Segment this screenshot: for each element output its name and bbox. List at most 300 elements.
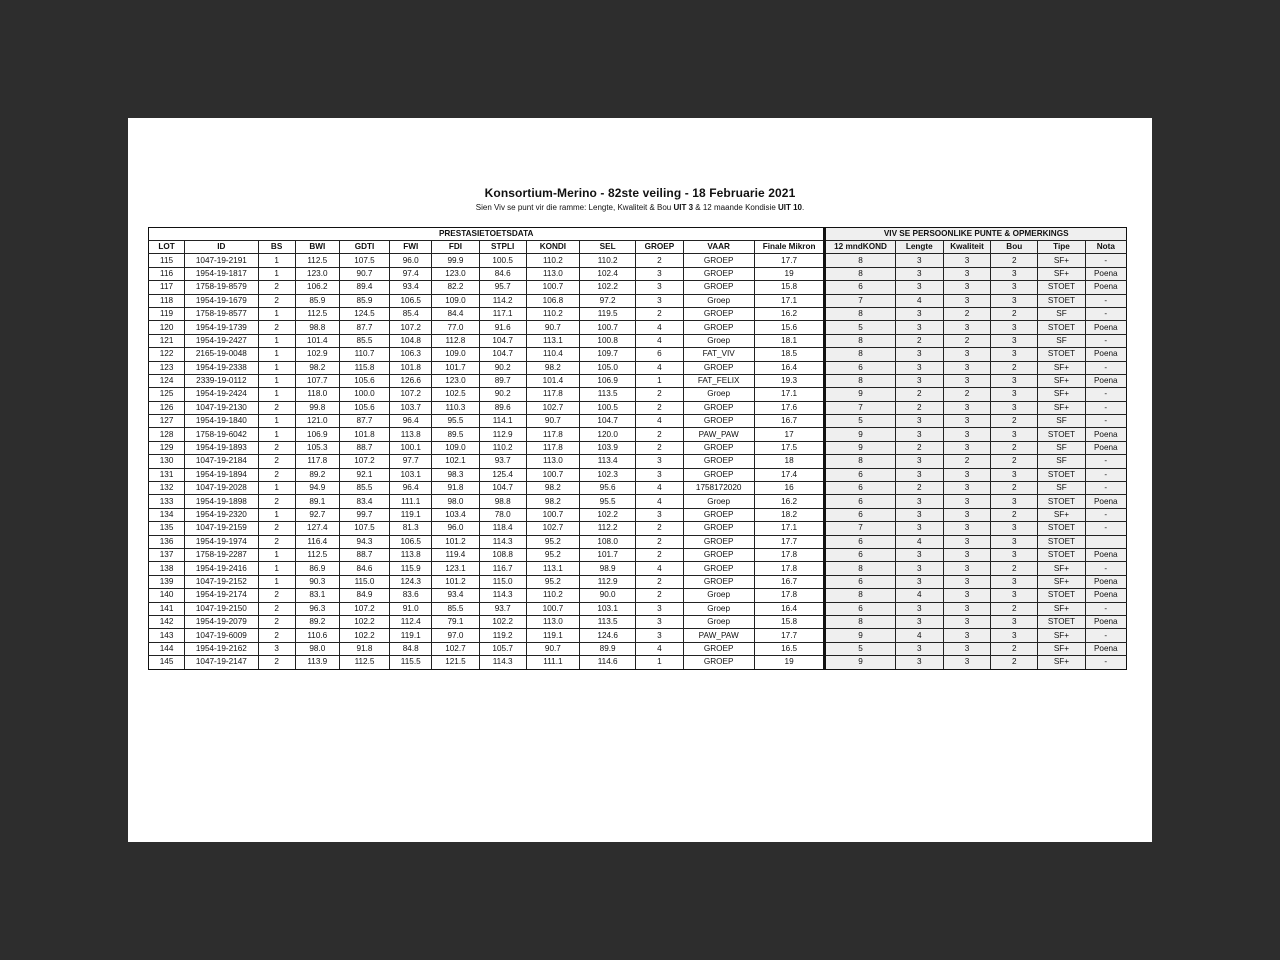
cell-gdti: 105.6 <box>339 401 389 414</box>
cell-fdi: 112.8 <box>432 334 479 347</box>
cell-fwi: 115.9 <box>390 562 432 575</box>
cell-tipe: SF+ <box>1038 629 1085 642</box>
cell-12mnd-kond: 6 <box>825 361 895 374</box>
cell-fwi: 96.4 <box>390 482 432 495</box>
cell-sel: 102.2 <box>580 281 636 294</box>
cell-fwi: 97.7 <box>390 455 432 468</box>
cell-finale-mikron: 17.1 <box>754 294 825 307</box>
column-header-bwi: BWI <box>295 241 339 254</box>
cell-fwi: 103.7 <box>390 401 432 414</box>
cell-lot: 115 <box>149 254 185 267</box>
cell-kwaliteit: 3 <box>943 548 990 561</box>
cell-finale-mikron: 18 <box>754 455 825 468</box>
cell-bou: 2 <box>991 254 1038 267</box>
cell-sel: 106.9 <box>580 374 636 387</box>
cell-finale-mikron: 17.8 <box>754 548 825 561</box>
document-title: Konsortium-Merino - 82ste veiling - 18 Februarie 2021 <box>484 186 796 200</box>
cell-vaar: Groep <box>683 294 754 307</box>
cell-gdti: 94.3 <box>339 535 389 548</box>
column-header-tipe: Tipe <box>1038 241 1085 254</box>
cell-nota: - <box>1085 388 1126 401</box>
cell-12mnd-kond: 8 <box>825 254 895 267</box>
cell-kondi: 98.2 <box>526 482 579 495</box>
cell-kwaliteit: 2 <box>943 307 990 320</box>
cell-bs: 1 <box>258 548 295 561</box>
cell-kondi: 113.0 <box>526 455 579 468</box>
cell-bou: 3 <box>991 348 1038 361</box>
cell-fwi: 126.6 <box>390 374 432 387</box>
cell-bs: 2 <box>258 468 295 481</box>
cell-bs: 1 <box>258 482 295 495</box>
cell-groep: 6 <box>636 348 683 361</box>
cell-kwaliteit: 3 <box>943 415 990 428</box>
cell-kondi: 117.8 <box>526 428 579 441</box>
cell-lot: 136 <box>149 535 185 548</box>
cell-stpli: 90.2 <box>479 361 526 374</box>
cell-bs: 1 <box>258 374 295 387</box>
cell-12mnd-kond: 6 <box>825 535 895 548</box>
cell-gdti: 87.7 <box>339 321 389 334</box>
cell-bs: 2 <box>258 294 295 307</box>
cell-id: 1954-19-2416 <box>185 562 258 575</box>
cell-id: 1047-19-2147 <box>185 656 258 669</box>
cell-id: 1047-19-2152 <box>185 575 258 588</box>
cell-bs: 3 <box>258 642 295 655</box>
cell-id: 1758-19-2287 <box>185 548 258 561</box>
cell-bs: 1 <box>258 388 295 401</box>
cell-12mnd-kond: 8 <box>825 307 895 320</box>
cell-vaar: GROEP <box>683 508 754 521</box>
cell-nota: Poena <box>1085 441 1126 454</box>
cell-kondi: 110.2 <box>526 254 579 267</box>
cell-bou: 3 <box>991 281 1038 294</box>
cell-fdi: 98.3 <box>432 468 479 481</box>
cell-groep: 2 <box>636 441 683 454</box>
cell-id: 1758-19-8577 <box>185 307 258 320</box>
cell-nota: Poena <box>1085 615 1126 628</box>
cell-gdti: 85.5 <box>339 482 389 495</box>
cell-kondi: 117.8 <box>526 441 579 454</box>
cell-lengte: 3 <box>895 562 943 575</box>
cell-kwaliteit: 3 <box>943 348 990 361</box>
cell-12mnd-kond: 9 <box>825 656 895 669</box>
cell-bwi: 98.8 <box>295 321 339 334</box>
cell-12mnd-kond: 9 <box>825 441 895 454</box>
cell-groep: 4 <box>636 562 683 575</box>
table-row <box>149 455 1127 468</box>
column-header-lot: LOT <box>149 241 185 254</box>
cell-bou: 3 <box>991 267 1038 280</box>
cell-sel: 97.2 <box>580 294 636 307</box>
cell-sel: 104.7 <box>580 415 636 428</box>
cell-groep: 4 <box>636 482 683 495</box>
cell-12mnd-kond: 9 <box>825 428 895 441</box>
cell-bs: 2 <box>258 522 295 535</box>
cell-gdti: 84.9 <box>339 589 389 602</box>
cell-kwaliteit: 3 <box>943 468 990 481</box>
cell-groep: 3 <box>636 629 683 642</box>
cell-fwi: 93.4 <box>390 281 432 294</box>
table-row <box>149 562 1127 575</box>
cell-lot: 144 <box>149 642 185 655</box>
cell-kondi: 100.7 <box>526 602 579 615</box>
cell-bou: 2 <box>991 562 1038 575</box>
cell-vaar: Groep <box>683 589 754 602</box>
cell-lot: 142 <box>149 615 185 628</box>
cell-lengte: 4 <box>895 589 943 602</box>
cell-gdti: 92.1 <box>339 468 389 481</box>
table-row <box>149 348 1127 361</box>
cell-sel: 108.0 <box>580 535 636 548</box>
cell-id: 1047-19-2191 <box>185 254 258 267</box>
cell-lot: 117 <box>149 281 185 294</box>
cell-bs: 1 <box>258 508 295 521</box>
cell-kwaliteit: 3 <box>943 428 990 441</box>
cell-kwaliteit: 3 <box>943 281 990 294</box>
cell-nota: - <box>1085 334 1126 347</box>
column-header-stpli: STPLI <box>479 241 526 254</box>
cell-fwi: 119.1 <box>390 629 432 642</box>
column-header-vaar: VAAR <box>683 241 754 254</box>
cell-bs: 1 <box>258 415 295 428</box>
table-row <box>149 575 1127 588</box>
cell-lot: 118 <box>149 294 185 307</box>
cell-lot: 125 <box>149 388 185 401</box>
cell-fdi: 102.7 <box>432 642 479 655</box>
cell-bou: 3 <box>991 575 1038 588</box>
cell-tipe: SF+ <box>1038 361 1085 374</box>
table-row <box>149 535 1127 548</box>
cell-fwi: 101.8 <box>390 361 432 374</box>
cell-stpli: 95.7 <box>479 281 526 294</box>
cell-gdti: 102.2 <box>339 629 389 642</box>
cell-id: 1954-19-2338 <box>185 361 258 374</box>
cell-lot: 120 <box>149 321 185 334</box>
cell-finale-mikron: 16.4 <box>754 602 825 615</box>
cell-vaar: GROEP <box>683 656 754 669</box>
cell-fdi: 91.8 <box>432 482 479 495</box>
cell-kondi: 102.7 <box>526 522 579 535</box>
cell-kwaliteit: 3 <box>943 642 990 655</box>
cell-vaar: GROEP <box>683 361 754 374</box>
cell-lot: 145 <box>149 656 185 669</box>
cell-finale-mikron: 17.1 <box>754 522 825 535</box>
cell-bwi: 112.5 <box>295 548 339 561</box>
cell-id: 1954-19-1893 <box>185 441 258 454</box>
table-row <box>149 388 1127 401</box>
table-row <box>149 615 1127 628</box>
cell-id: 1954-19-2320 <box>185 508 258 521</box>
cell-fdi: 85.5 <box>432 602 479 615</box>
cell-sel: 120.0 <box>580 428 636 441</box>
cell-gdti: 83.4 <box>339 495 389 508</box>
cell-bou: 2 <box>991 508 1038 521</box>
cell-lengte: 2 <box>895 334 943 347</box>
cell-groep: 2 <box>636 535 683 548</box>
cell-kwaliteit: 3 <box>943 482 990 495</box>
cell-bwi: 99.8 <box>295 401 339 414</box>
cell-gdti: 107.2 <box>339 455 389 468</box>
cell-bou: 3 <box>991 535 1038 548</box>
column-header-finale-mikron: Finale Mikron <box>754 241 825 254</box>
cell-vaar: Groep <box>683 388 754 401</box>
cell-nota: - <box>1085 482 1126 495</box>
cell-lot: 143 <box>149 629 185 642</box>
cell-lot: 131 <box>149 468 185 481</box>
cell-stpli: 108.8 <box>479 548 526 561</box>
column-header-bs: BS <box>258 241 295 254</box>
cell-kondi: 102.7 <box>526 401 579 414</box>
cell-tipe: SF+ <box>1038 374 1085 387</box>
cell-finale-mikron: 16 <box>754 482 825 495</box>
cell-bwi: 86.9 <box>295 562 339 575</box>
cell-nota: Poena <box>1085 267 1126 280</box>
cell-nota: Poena <box>1085 589 1126 602</box>
cell-id: 1758-19-8579 <box>185 281 258 294</box>
cell-sel: 124.6 <box>580 629 636 642</box>
cell-kondi: 95.2 <box>526 575 579 588</box>
cell-vaar: GROEP <box>683 642 754 655</box>
cell-nota: - <box>1085 401 1126 414</box>
cell-fwi: 85.4 <box>390 307 432 320</box>
table-row <box>149 267 1127 280</box>
cell-kondi: 90.7 <box>526 642 579 655</box>
column-header-kondi: KONDI <box>526 241 579 254</box>
auction-table <box>148 227 1127 670</box>
cell-bwi: 116.4 <box>295 535 339 548</box>
cell-finale-mikron: 17.4 <box>754 468 825 481</box>
cell-bs: 2 <box>258 441 295 454</box>
cell-stpli: 91.6 <box>479 321 526 334</box>
cell-groep: 4 <box>636 321 683 334</box>
cell-groep: 3 <box>636 508 683 521</box>
cell-kwaliteit: 3 <box>943 656 990 669</box>
cell-lot: 127 <box>149 415 185 428</box>
cell-nota: Poena <box>1085 495 1126 508</box>
cell-fwi: 84.8 <box>390 642 432 655</box>
cell-kwaliteit: 3 <box>943 254 990 267</box>
cell-tipe: SF <box>1038 482 1085 495</box>
cell-nota: - <box>1085 415 1126 428</box>
cell-bs: 2 <box>258 455 295 468</box>
subtitle-bold-2: UIT 10 <box>778 203 803 212</box>
cell-lengte: 3 <box>895 428 943 441</box>
cell-12mnd-kond: 6 <box>825 602 895 615</box>
cell-bou: 3 <box>991 294 1038 307</box>
cell-12mnd-kond: 5 <box>825 415 895 428</box>
cell-fdi: 109.0 <box>432 294 479 307</box>
cell-kwaliteit: 3 <box>943 361 990 374</box>
cell-vaar: GROEP <box>683 575 754 588</box>
cell-tipe: SF+ <box>1038 401 1085 414</box>
cell-id: 1954-19-2427 <box>185 334 258 347</box>
cell-bwi: 107.7 <box>295 374 339 387</box>
cell-lot: 137 <box>149 548 185 561</box>
cell-lengte: 3 <box>895 455 943 468</box>
cell-12mnd-kond: 6 <box>825 281 895 294</box>
cell-12mnd-kond: 7 <box>825 401 895 414</box>
cell-bs: 2 <box>258 615 295 628</box>
cell-lengte: 3 <box>895 522 943 535</box>
cell-12mnd-kond: 8 <box>825 267 895 280</box>
cell-gdti: 115.0 <box>339 575 389 588</box>
cell-groep: 2 <box>636 254 683 267</box>
cell-bs: 1 <box>258 334 295 347</box>
cell-bs: 2 <box>258 656 295 669</box>
cell-fdi: 89.5 <box>432 428 479 441</box>
cell-fdi: 109.0 <box>432 441 479 454</box>
cell-12mnd-kond: 9 <box>825 388 895 401</box>
cell-vaar: GROEP <box>683 455 754 468</box>
table-row <box>149 602 1127 615</box>
cell-lot: 132 <box>149 482 185 495</box>
cell-bou: 3 <box>991 615 1038 628</box>
cell-bwi: 89.1 <box>295 495 339 508</box>
cell-bou: 3 <box>991 522 1038 535</box>
cell-stpli: 100.5 <box>479 254 526 267</box>
cell-bwi: 110.6 <box>295 629 339 642</box>
cell-kondi: 98.2 <box>526 495 579 508</box>
cell-vaar: GROEP <box>683 254 754 267</box>
cell-gdti: 91.8 <box>339 642 389 655</box>
table-row <box>149 428 1127 441</box>
cell-bwi: 98.2 <box>295 361 339 374</box>
cell-lengte: 3 <box>895 415 943 428</box>
cell-bou: 2 <box>991 361 1038 374</box>
cell-bou: 2 <box>991 455 1038 468</box>
cell-id: 1047-19-6009 <box>185 629 258 642</box>
cell-lot: 141 <box>149 602 185 615</box>
cell-kondi: 113.0 <box>526 267 579 280</box>
cell-bs: 1 <box>258 254 295 267</box>
cell-lot: 138 <box>149 562 185 575</box>
cell-bou: 3 <box>991 629 1038 642</box>
cell-vaar: FAT_FELIX <box>683 374 754 387</box>
cell-bwi: 89.2 <box>295 468 339 481</box>
cell-kondi: 111.1 <box>526 656 579 669</box>
cell-nota: - <box>1085 361 1126 374</box>
cell-sel: 103.1 <box>580 602 636 615</box>
cell-bs: 2 <box>258 589 295 602</box>
cell-12mnd-kond: 6 <box>825 548 895 561</box>
cell-lengte: 3 <box>895 281 943 294</box>
cell-gdti: 89.4 <box>339 281 389 294</box>
cell-finale-mikron: 19.3 <box>754 374 825 387</box>
cell-sel: 119.5 <box>580 307 636 320</box>
cell-stpli: 90.2 <box>479 388 526 401</box>
cell-id: 1954-19-1974 <box>185 535 258 548</box>
cell-stpli: 104.7 <box>479 334 526 347</box>
cell-groep: 2 <box>636 548 683 561</box>
cell-gdti: 99.7 <box>339 508 389 521</box>
cell-lot: 123 <box>149 361 185 374</box>
cell-finale-mikron: 19 <box>754 656 825 669</box>
cell-tipe: SF+ <box>1038 656 1085 669</box>
cell-fdi: 101.2 <box>432 575 479 588</box>
cell-kwaliteit: 3 <box>943 562 990 575</box>
cell-finale-mikron: 16.2 <box>754 307 825 320</box>
cell-gdti: 105.6 <box>339 374 389 387</box>
cell-id: 1047-19-2150 <box>185 602 258 615</box>
cell-lengte: 3 <box>895 602 943 615</box>
cell-finale-mikron: 17.1 <box>754 388 825 401</box>
cell-kwaliteit: 2 <box>943 388 990 401</box>
table-row <box>149 656 1127 669</box>
cell-bou: 2 <box>991 441 1038 454</box>
cell-nota: - <box>1085 629 1126 642</box>
cell-vaar: GROEP <box>683 267 754 280</box>
column-header-12mnd-kond: 12 mndKOND <box>825 241 895 254</box>
table-row <box>149 441 1127 454</box>
cell-bs: 1 <box>258 348 295 361</box>
cell-kondi: 113.0 <box>526 615 579 628</box>
cell-vaar: GROEP <box>683 441 754 454</box>
cell-kondi: 95.2 <box>526 535 579 548</box>
cell-groep: 2 <box>636 388 683 401</box>
cell-kwaliteit: 3 <box>943 575 990 588</box>
cell-lengte: 3 <box>895 374 943 387</box>
cell-bs: 1 <box>258 267 295 280</box>
cell-bwi: 127.4 <box>295 522 339 535</box>
cell-finale-mikron: 15.8 <box>754 615 825 628</box>
cell-tipe: SF+ <box>1038 388 1085 401</box>
cell-id: 1954-19-2424 <box>185 388 258 401</box>
cell-lengte: 3 <box>895 307 943 320</box>
table-row <box>149 281 1127 294</box>
table-row <box>149 401 1127 414</box>
cell-lot: 126 <box>149 401 185 414</box>
cell-id: 1047-19-2130 <box>185 401 258 414</box>
cell-groep: 1 <box>636 656 683 669</box>
cell-bwi: 89.2 <box>295 615 339 628</box>
cell-fdi: 102.5 <box>432 388 479 401</box>
cell-nota: - <box>1085 656 1126 669</box>
table-row <box>149 495 1127 508</box>
subtitle-text-1: Sien Viv se punt vir die ramme: Lengte, Kwaliteit & Bou <box>475 203 674 212</box>
cell-stpli: 102.2 <box>479 615 526 628</box>
cell-bou: 2 <box>991 602 1038 615</box>
cell-bwi: 113.9 <box>295 656 339 669</box>
cell-lengte: 3 <box>895 615 943 628</box>
cell-bwi: 106.9 <box>295 428 339 441</box>
cell-lot: 121 <box>149 334 185 347</box>
cell-gdti: 107.5 <box>339 522 389 535</box>
cell-lot: 130 <box>149 455 185 468</box>
cell-groep: 2 <box>636 522 683 535</box>
cell-sel: 102.4 <box>580 267 636 280</box>
cell-vaar: GROEP <box>683 562 754 575</box>
cell-gdti: 90.7 <box>339 267 389 280</box>
cell-lengte: 3 <box>895 267 943 280</box>
cell-bs: 2 <box>258 602 295 615</box>
cell-lengte: 3 <box>895 254 943 267</box>
cell-bou: 2 <box>991 307 1038 320</box>
cell-sel: 101.7 <box>580 548 636 561</box>
cell-id: 1954-19-1840 <box>185 415 258 428</box>
cell-kondi: 101.4 <box>526 374 579 387</box>
cell-fwi: 113.8 <box>390 548 432 561</box>
cell-fwi: 124.3 <box>390 575 432 588</box>
cell-nota: Poena <box>1085 548 1126 561</box>
cell-id: 1954-19-1894 <box>185 468 258 481</box>
cell-id: 1954-19-2079 <box>185 615 258 628</box>
cell-lot: 129 <box>149 441 185 454</box>
cell-tipe: STOET <box>1038 522 1085 535</box>
table-row <box>149 334 1127 347</box>
cell-12mnd-kond: 8 <box>825 562 895 575</box>
cell-sel: 113.5 <box>580 388 636 401</box>
cell-finale-mikron: 17.8 <box>754 562 825 575</box>
